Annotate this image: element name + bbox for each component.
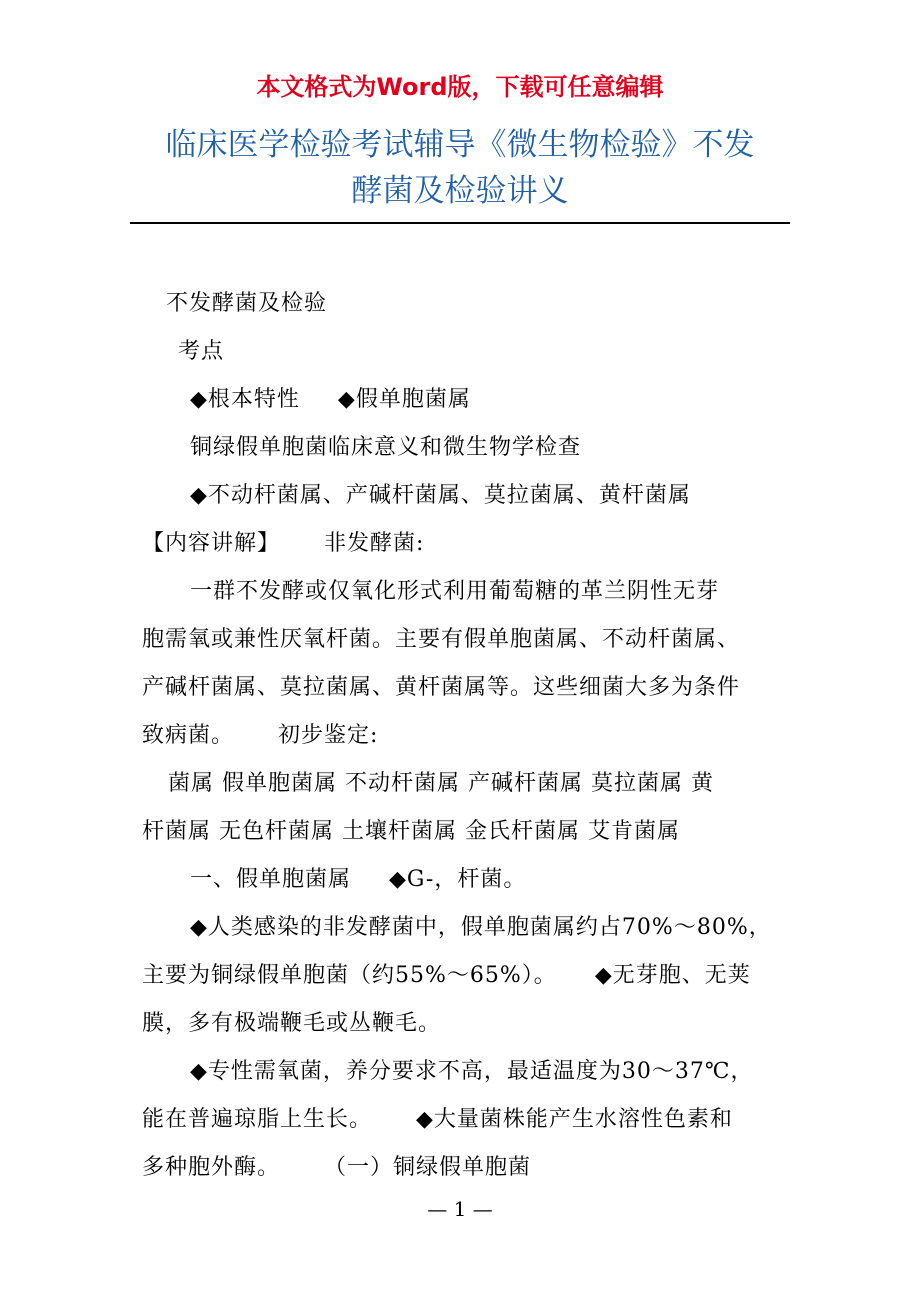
paragraph-line <box>142 520 792 568</box>
paragraph-text: 多种胞外酶。 <box>142 1155 281 1180</box>
paragraph-line: ◆人类感染的非发酵菌中，假单胞菌属约占70%～80%， <box>190 915 772 940</box>
paragraph-line <box>142 376 792 424</box>
paragraph-line <box>142 712 792 760</box>
paragraph-line: 考点 <box>178 339 225 364</box>
bullet-text: ◆根本特性 <box>190 387 300 412</box>
paragraph-line: 菌属 假单胞菌属 不动杆菌属 产碱杆菌属 莫拉菌属 黄 <box>168 771 714 796</box>
paragraph-line <box>142 856 792 904</box>
document-body <box>142 280 792 1192</box>
heading-text: 一、假单胞菌属 <box>190 867 352 892</box>
bullet-text: ◆大量菌株能产生水溶性色素和 <box>416 1107 733 1132</box>
bullet-text: ◆G-，杆菌。 <box>389 867 527 892</box>
format-notice-banner: 本文格式为Word版，下载可任意编辑 <box>256 73 664 101</box>
paragraph-text: 能在普遍琼脂上生长。 <box>142 1107 373 1132</box>
subheading-text: （一）铜绿假单胞菌 <box>324 1155 532 1180</box>
bullet-text: ◆无芽胞、无荚 <box>594 963 751 988</box>
title-line-1: 临床医学检验考试辅导《微生物检验》不发 <box>165 127 755 163</box>
paragraph-line <box>142 1096 792 1144</box>
document-title <box>130 122 790 214</box>
paragraph-line: 不发酵菌及检验 <box>166 291 328 316</box>
paragraph-line: 铜绿假单胞菌临床意义和微生物学检查 <box>190 435 582 460</box>
paragraph-line: ◆专性需氧菌，养分要求不高，最适温度为30～37℃， <box>190 1059 754 1084</box>
paragraph-text: 主要为铜绿假单胞菌（约55%～65%）。 <box>142 963 557 988</box>
bullet-text: ◆假单胞菌属 <box>337 387 471 412</box>
paragraph-line: 胞需氧或兼性厌氧杆菌。主要有假单胞菌属、不动杆菌属、 <box>142 627 741 652</box>
paragraph-line: 一群不发酵或仅氧化形式利用葡萄糖的革兰阴性无芽 <box>190 579 720 604</box>
paragraph-line <box>142 952 792 1000</box>
page-number: — 1 — <box>427 1197 493 1221</box>
paragraph-line: ◆不动杆菌属、产碱杆菌属、莫拉菌属、黄杆菌属 <box>190 483 691 508</box>
section-text: 非发酵菌: <box>324 531 425 556</box>
paragraph-text: 初步鉴定: <box>278 723 379 748</box>
section-label: 【内容讲解】 <box>142 531 281 556</box>
paragraph-text: 致病菌。 <box>142 723 235 748</box>
title-divider <box>130 222 790 224</box>
paragraph-line: 产碱杆菌属、莫拉菌属、黄杆菌属等。这些细菌大多为条件 <box>142 675 741 700</box>
title-line-2: 酵菌及检验讲义 <box>351 173 569 209</box>
paragraph-line: 膜，多有极端鞭毛或丛鞭毛。 <box>142 1011 442 1036</box>
paragraph-line <box>142 1144 792 1192</box>
paragraph-line: 杆菌属 无色杆菌属 土壤杆菌属 金氏杆菌属 艾肯菌属 <box>142 819 680 844</box>
